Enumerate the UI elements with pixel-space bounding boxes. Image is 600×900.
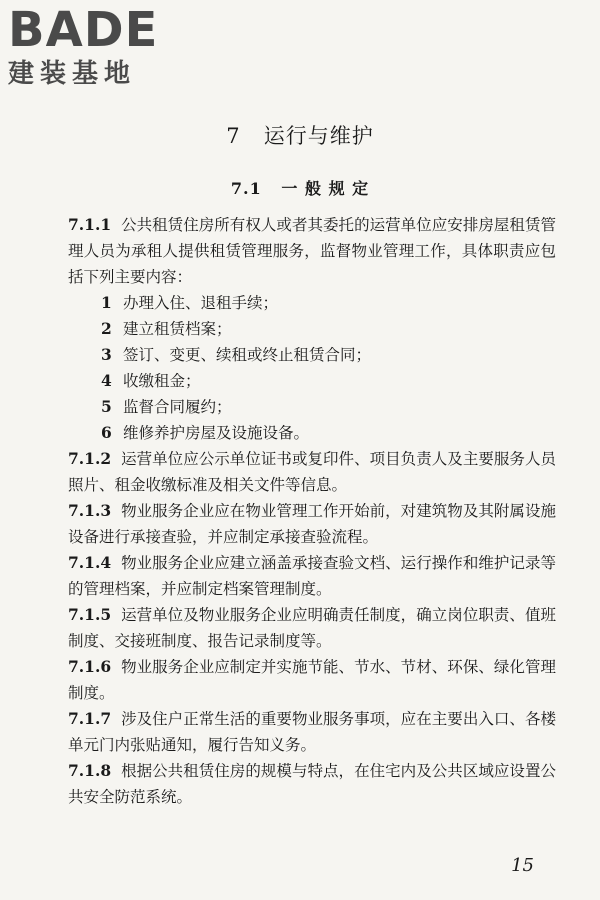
clause-text: 物业服务企业应制定并实施节能、节水、节材、环保、绿化管理制度。 bbox=[68, 658, 556, 702]
document-body bbox=[68, 212, 556, 810]
list-item-number: 3 bbox=[101, 345, 112, 364]
chapter-number: 7 bbox=[226, 124, 241, 148]
bade-logo bbox=[8, 2, 178, 90]
list-item bbox=[68, 342, 556, 368]
clause-7-1-7 bbox=[68, 706, 556, 758]
section-title-text: 一 般 规 定 bbox=[281, 179, 370, 198]
clause-7-1-2 bbox=[68, 446, 556, 498]
logo-chinese-text: 建装基地 bbox=[8, 59, 137, 89]
list-item-text: 签订、变更、续租或终止租赁合同； bbox=[123, 346, 372, 364]
clause-7-1-3 bbox=[68, 498, 556, 550]
clause-7-1-1 bbox=[68, 212, 556, 290]
list-item-text: 维修养护房屋及设施设备。 bbox=[123, 424, 310, 442]
clause-7-1-6 bbox=[68, 654, 556, 706]
clause-text: 物业服务企业应建立涵盖承接查验文档、运行操作和维护记录等的管理档案，并应制定档案管理制度。 bbox=[68, 554, 556, 598]
list-item-text: 监督合同履约； bbox=[123, 398, 232, 416]
clause-7-1-8 bbox=[68, 758, 556, 810]
clause-text: 公共租赁住房所有权人或者其委托的运营单位应安排房屋租赁管理人员为承租人提供租赁管理服务，监督物业管理工作，具体职责应包括下列主要内容： bbox=[68, 216, 556, 286]
clause-text: 运营单位应公示单位证书或复印件、项目负责人及主要服务人员照片、租金收缴标准及相关文件等信息。 bbox=[68, 450, 556, 494]
clause-number: 7.1.8 bbox=[68, 761, 112, 780]
list-item-text: 建立租赁档案； bbox=[123, 320, 232, 338]
clause-number: 7.1.7 bbox=[68, 709, 112, 728]
list-item-text: 办理入住、退租手续； bbox=[123, 294, 279, 312]
clause-number: 7.1.1 bbox=[68, 215, 112, 234]
list-item-number: 6 bbox=[101, 423, 112, 442]
list-item bbox=[68, 420, 556, 446]
section-number: 7.1 bbox=[230, 179, 262, 198]
clause-text: 物业服务企业应在物业管理工作开始前，对建筑物及其附属设施设备进行承接查验，并应制定承接查验流程。 bbox=[68, 502, 556, 546]
list-item bbox=[68, 316, 556, 342]
list-item-text: 收缴租金； bbox=[123, 372, 201, 390]
clause-7-1-4 bbox=[68, 550, 556, 602]
clause-text: 根据公共租赁住房的规模与特点，在住宅内及公共区域应设置公共安全防范系统。 bbox=[68, 762, 556, 806]
clause-number: 7.1.5 bbox=[68, 605, 112, 624]
section-title bbox=[0, 176, 600, 199]
clause-number: 7.1.4 bbox=[68, 553, 112, 572]
list-item bbox=[68, 368, 556, 394]
clause-number: 7.1.2 bbox=[68, 449, 112, 468]
clause-text: 运营单位及物业服务企业应明确责任制度，确立岗位职责、值班制度、交接班制度、报告记录制度等。 bbox=[68, 606, 556, 650]
list-item-number: 4 bbox=[101, 371, 112, 390]
clause-text: 涉及住户正常生活的重要物业服务事项，应在主要出入口、各楼单元门内张贴通知，履行告知义务。 bbox=[68, 710, 556, 754]
page-number: 15 bbox=[511, 855, 534, 876]
list-item-number: 5 bbox=[101, 397, 112, 416]
clause-number: 7.1.3 bbox=[68, 501, 112, 520]
list-item bbox=[68, 290, 556, 316]
list-item bbox=[68, 394, 556, 420]
chapter-title bbox=[0, 120, 600, 150]
clause-number: 7.1.6 bbox=[68, 657, 112, 676]
chapter-title-text: 运行与维护 bbox=[263, 124, 374, 148]
list-item-number: 1 bbox=[101, 293, 112, 312]
clause-7-1-5 bbox=[68, 602, 556, 654]
list-item-number: 2 bbox=[101, 319, 112, 338]
logo-wordmark: BADE bbox=[8, 2, 159, 58]
